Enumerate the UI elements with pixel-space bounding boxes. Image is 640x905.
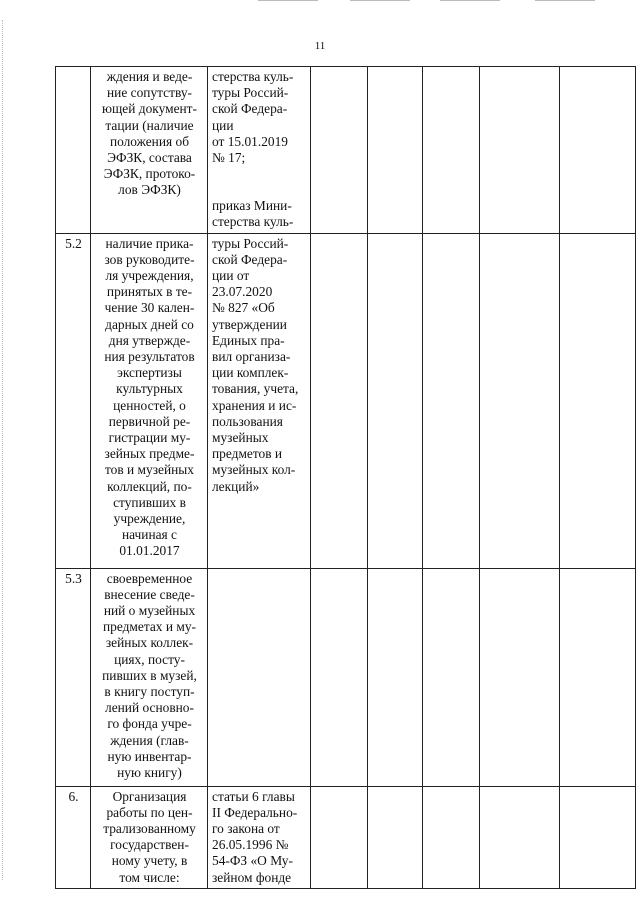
- scan-left-edge: [2, 20, 4, 880]
- legal-basis-cell: [208, 568, 311, 786]
- requirement-text: наличие прика- зов руководите- ля учреждения, принятых в те- чение 30 кален- дарных дней со дня утвержде- ния результатов экспертизы культурных ценностей, о первичной ре- гистрации му- зейных предме- тов и музейных коллекций, по- ступивших в учреждение, начиная с 01.01.2017: [104, 235, 195, 559]
- spacer: [212, 166, 307, 198]
- legal-basis-text: туры Россий- ской Федера- ции от 23.07.2020 № 827 «Об утверждении Единых пра- вил организа- ции комплек- тования, учета, хранения и ис- пользования музейных предметов и музейных кол- лекций»: [212, 235, 299, 494]
- empty-cell: [480, 568, 560, 786]
- requirement-cell: [91, 233, 208, 568]
- table-row: [56, 67, 636, 234]
- row-number: [56, 67, 91, 234]
- empty-cell: [311, 67, 368, 234]
- legal-basis-text: статьи 6 главы II Федерально- го закона от 26.05.1996 № 54-ФЗ «О Му- зейном фонде: [212, 788, 298, 885]
- table-row: [56, 786, 636, 888]
- scan-top-marks: [0, 0, 640, 4]
- row-number: 5.2: [56, 233, 91, 568]
- document-table: [55, 66, 636, 889]
- legal-basis-cell: [208, 233, 311, 568]
- empty-cell: [423, 568, 480, 786]
- legal-basis-cell: [208, 786, 311, 888]
- empty-cell: [480, 233, 560, 568]
- empty-cell: [368, 67, 423, 234]
- row-number: 6.: [56, 786, 91, 888]
- requirement-cell: [91, 786, 208, 888]
- legal-basis-cell: [208, 67, 311, 234]
- table-row: [56, 568, 636, 786]
- empty-cell: [560, 233, 636, 568]
- empty-cell: [560, 568, 636, 786]
- empty-cell: [311, 233, 368, 568]
- page-number: 11: [314, 40, 326, 52]
- empty-cell: [423, 233, 480, 568]
- requirement-cell: [91, 568, 208, 786]
- row-number: 5.3: [56, 568, 91, 786]
- requirement-text: Организация работы по цен- трализованному государствен- ному учету, в том числе:: [103, 788, 196, 885]
- requirement-cell: [91, 67, 208, 234]
- empty-cell: [560, 67, 636, 234]
- empty-cell: [368, 786, 423, 888]
- table-row: [56, 233, 636, 568]
- legal-basis-text: стерства куль- туры Россий- ской Федера- ции от 15.01.2019 № 17;: [212, 69, 294, 166]
- empty-cell: [368, 233, 423, 568]
- empty-cell: [311, 786, 368, 888]
- requirement-text: своевременное внесение сведе- ний о музейных предметах и му- зейных коллек- циях, посту- пивших в музей, в книгу поступ- лений основно- го фонда учре- ждения (глав- ную инвентар- ную книгу): [102, 570, 197, 781]
- empty-cell: [368, 568, 423, 786]
- requirement-text: ждения и веде- ние сопутству- ющей документ- тации (наличие положения об ЭФЗК, состава ЭФЗК, протоко- лов ЭФЗК): [101, 69, 197, 198]
- empty-cell: [311, 568, 368, 786]
- legal-basis-text: приказ Мини- стерства куль-: [212, 198, 294, 230]
- empty-cell: [480, 786, 560, 888]
- empty-cell: [423, 786, 480, 888]
- empty-cell: [560, 786, 636, 888]
- empty-cell: [480, 67, 560, 234]
- empty-cell: [423, 67, 480, 234]
